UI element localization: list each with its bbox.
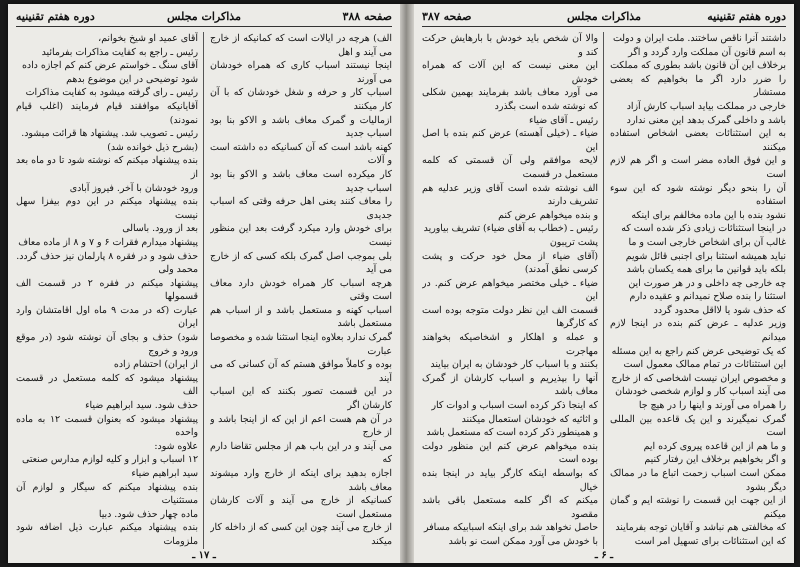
text-line: والا آن شخص باید خودش با بارهایش حرکت کند و: [422, 33, 598, 58]
text-line: را همراه می آورند و اینها را در هیچ جا: [638, 400, 786, 412]
text-line: لایحه موافقم ولی آن قسمتی که کلمه مستعمل در قسمت: [422, 155, 598, 180]
text-line: بنده پیشنهاد میکنم عبارت ذیل اضافه شود ملزومات: [16, 522, 198, 547]
text-line: آقایانیکه موافقند قیام فرمایند (اغلب قیام نمودند): [16, 100, 198, 126]
text-line: ماده چهار حذف شود. دبیا: [98, 508, 198, 520]
text-line: از ایران) احتشام زاده: [113, 359, 198, 371]
text-line: ممکن است اسباب زحمت اتباع ما در ممالک دیگر بشود: [610, 468, 786, 493]
book-spread: [8, 4, 794, 563]
right-column-2: [422, 32, 598, 549]
text-line: ضیاء ـ (خیلی آهسته) عرض کنم بنده با اصل این: [422, 128, 598, 153]
left-page-title: مذاکرات مجلس: [167, 10, 241, 23]
text-line: اینجا نیستند اسباب کاری که همراه خودشان می آورند: [210, 60, 392, 85]
text-line: می آیند اسباب کار و لوازم شخصی خودشان: [615, 386, 786, 398]
text-line: (بشرح ذیل خوانده شد): [107, 141, 198, 153]
text-line: رئیس ـ آقای ضیاء: [529, 114, 598, 126]
text-line: ۱۲ اسباب و ابزار و کلیه لوازم مدارس صنعتی: [22, 454, 198, 466]
text-line: باشد و داخلی گمرک بدهد این معنی ندارد: [626, 114, 786, 126]
text-line: برخلاف این آن قانون باشد بطوری که مملکت: [610, 60, 786, 72]
text-line: خارجی در مملکت بیاید اسباب کارش آزاد: [626, 100, 786, 112]
text-line: غالب آن برای اشخاص خارجی است و ما: [628, 236, 786, 248]
text-line: آنها را بپذیریم و اسباب کارشان از گمرک معاف باشد: [422, 372, 598, 398]
column-divider: [203, 32, 204, 549]
text-line: کار میکرده است معاف باشد و الاکو بنا بود اسباب جدید: [210, 168, 392, 194]
text-line: ازمالیات و گمرک معاف باشد و الاکو بنا بود اسباب جدید: [210, 114, 392, 140]
text-line: ورود خودشان با آخر. فیروز آبادی: [69, 182, 198, 194]
text-line: داشتند آنرا ناقص ساختند. ملت ایران و دولت: [612, 33, 786, 44]
text-line: که این استثنائات برای تسهیل امر است: [634, 535, 786, 547]
text-line: عبارت (که در مدت ۹ ماه اول اقامتشان وارد ایران: [16, 304, 198, 330]
text-line: به این استثنائات بعضی اشخاص استفاده میکنند: [610, 128, 786, 153]
book-spine: [400, 4, 414, 563]
text-line: بعد از ورود. باسالی: [122, 223, 198, 235]
text-line: گمرک نمیگیرند و این یک قاعده بین المللی است: [610, 413, 786, 439]
left-page-footer: ـ ۱۷ ـ: [192, 550, 216, 561]
text-line: برای خودش وارد میکرد گرفت بعد این منظور نیست: [210, 223, 392, 248]
text-line: شود) حذف و بجای آن نوشته شود (در موقع ورود و خروج: [16, 332, 198, 357]
text-line: نشود بنده با این ماده مخالفم برای اینکه: [631, 209, 786, 221]
left-page: [8, 4, 400, 563]
text-line: و بنده میخواهم عرض کنم: [498, 209, 598, 221]
text-line: پیشنهاد میکنم در فقره ۲ در قسمت الف قسمولها: [16, 277, 198, 303]
text-line: کهنه باشد است که آن کسانیکه ده داشته است و آلات: [210, 141, 392, 167]
text-line: الف) هرچه در ایالات است که کمانیکه از خارج می آیند و اهل: [210, 33, 392, 58]
header-rule: [16, 26, 392, 27]
text-line: بنده میخواهم عرض کنم این منظور دولت بوده است: [422, 440, 598, 466]
text-line: پیشنهاد میدارم فقرات ۶ و ۷ و ۸ از ماده معاف: [18, 236, 198, 248]
text-line: الف نوشته شده است آقای وزیر عدلیه هم تشریف دارند: [422, 182, 598, 208]
text-line: اجازه بدهید برای اینکه از خارج وارد میشوند معاف باشد: [210, 468, 392, 493]
text-line: در آن هم هست اعم از این که از اینجا باشد و از خارج: [210, 413, 392, 439]
text-line: رئیس ـ راجع به کفایت مذاکرات بفرمائید: [41, 46, 198, 58]
text-line: میکنم که اگر کلمه مستعمل باقی باشد مقصود: [422, 495, 598, 520]
text-line: آن را بنحو دیگر نوشته شود که این سوء استفاده: [610, 182, 786, 208]
text-line: (آقای ضیاء از محل خود حرکت و پشت کرسی نطق آمدند): [422, 250, 598, 276]
text-line: بنده پیشنهاد میکنم در این دوم بیفزا سهل نیست: [16, 196, 198, 221]
text-line: این استثنائات در تمام ممالک معمول است: [623, 359, 786, 371]
header-rule: [422, 26, 786, 27]
text-line: رئیس ـ رای گرفته میشود به کفایت مذاکرات: [25, 87, 198, 99]
text-line: که مخالفتی هم نباشد و آقایان توجه بفرمایند: [615, 522, 786, 534]
text-line: گمرک ندارد بعلاوه اینجا استثنا شده و مخصوصا عبارت: [210, 332, 392, 357]
text-line: که بواسطه اینکه کارگر بیاید در اینجا بنده خیال: [422, 468, 598, 493]
text-line: و همینطور ذکر کرده است که مستعمل باشد: [426, 427, 598, 439]
text-line: بلکه باید قوانین ما برای همه یکسان باشد: [626, 264, 786, 276]
text-line: حذف شود و در فقره ۸ پارلمان نیز حذف گردد.: [16, 250, 198, 262]
text-line: شود توضیحی در این موضوع بدهم: [66, 73, 198, 85]
text-line: می آیند و در این باب هم از مجلس تقاضا دارم که: [210, 440, 392, 466]
right-page-subtitle: دوره هفتم تقنینیه: [707, 10, 786, 23]
text-line: اسباب کهنه و مستعمل باشد و از اسباب هم مستعمل باشد: [210, 304, 392, 330]
left-column-2: [16, 32, 198, 549]
right-page-title: مذاکرات مجلس: [567, 10, 641, 23]
text-line: در اینجا استثنائات زیادی ذکر شده است که: [621, 223, 786, 235]
right-page: [414, 4, 794, 563]
text-line: بلی بموجب اصل گمرک بلکه کسی که از خارج می آید: [210, 250, 392, 276]
text-line: بنده پیشنهاد میکنم که نوشته شود تا دو ماه بعد از: [16, 155, 198, 180]
text-line: را معاف کنند یعنی اهل حرفه وقتی که اسباب جدیدی: [210, 196, 392, 221]
text-line: رئیس ـ (خطاب به آقای ضیاء) تشریف بیاورید: [423, 223, 598, 235]
left-page-header: [16, 10, 392, 26]
text-line: استثنا را بنده صلاح نمیدانم و عقیده دارم: [629, 291, 786, 303]
right-column-1: [610, 32, 786, 549]
left-page-number: صفحه ۳۸۸: [342, 10, 392, 23]
right-page-header: [422, 10, 786, 26]
text-line: را ضرر دارد اگر ما بخواهیم که بعضی مستشار: [610, 73, 786, 99]
text-line: هرچه اسباب کار همراه خودش دارد معاف است وقتی: [210, 277, 392, 303]
text-line: در این قسمت تصور بکنند که این اسباب کارشان اگر: [210, 386, 392, 412]
text-line: پیشنهاد میشود که کلمه مستعمل در قسمت الف: [16, 372, 198, 398]
text-line: چه خارجی چه داخلی و در هر صورت این: [628, 277, 786, 289]
text-line: و این فوق العاده مضر است و اگر هم لازم است: [610, 155, 786, 180]
text-line: پشت تریبون: [549, 236, 598, 248]
text-line: سید ابراهیم ضیاء: [131, 468, 198, 479]
text-line: و ما هم از این قاعده پیروی کرده ایم: [643, 440, 786, 452]
text-line: حذف شود. سید ابراهیم ضیاء: [85, 400, 198, 412]
text-line: که اینجا ذکر کرده است اسباب و ادوات کار: [431, 400, 598, 412]
text-line: قسمت الف این نظر دولت متوجه بوده است که کارگرها: [422, 304, 598, 330]
text-line: و عمله و اهلکار و اشخاصیکه بخواهند مهاجرت: [422, 332, 598, 357]
text-line: بکنند و با اسباب کار خودشان به ایران بیایند: [430, 359, 598, 371]
text-line: این معنی نیست که این آلات که همراه خودش: [422, 60, 598, 85]
text-line: می آورد معاف باشد بفرمایند بهمین شکلی که نوشته شده است بگذرد: [422, 87, 598, 112]
left-column-1: [210, 32, 392, 549]
text-line: و اگر بخواهیم برخلاف این رفتار کنیم: [644, 454, 786, 466]
left-page-subtitle: دوره هفتم تقنینیه: [16, 10, 95, 23]
text-line: از این جهت این قسمت را نوشته ایم و گمان میکنم: [610, 495, 786, 520]
right-page-footer: ـ ۶ ـ: [594, 550, 614, 561]
text-line: با خودش می آورد ممکن است نو باشد: [448, 535, 598, 547]
text-line: وزیر عدلیه ـ عرض کنم بنده در اینجا لازم میدانم: [610, 318, 786, 344]
text-line: بنده پیشنهاد میکنم که سیگار و لوازم آن مستثنیات: [16, 481, 198, 507]
right-page-number: صفحه ۳۸۷: [422, 10, 472, 23]
text-line: از خارج می آیند چون این کسی که از داخله کار میکند: [210, 522, 392, 547]
text-line: آقای عمید او شیخ بخوانم،: [98, 33, 198, 44]
text-line: محمد ولی: [158, 264, 198, 276]
text-line: و مخصوص ایران نیست اشخاصی که از خارج: [611, 372, 786, 384]
text-line: به اسم قانون آن مملکت وارد گردد و اگر: [628, 46, 786, 58]
text-line: که حذف شود یا لااقل محدود گردد: [653, 304, 786, 316]
text-line: پیشنهاد میشود که بعنوان قسمت ۱۲ به ماده واحده: [16, 413, 198, 439]
text-line: علاوه شود:: [154, 440, 198, 452]
column-divider: [603, 32, 604, 549]
text-line: بوده و کاملاً موافق هستم که آن کسانی که می آیند: [210, 359, 392, 384]
text-line: رئیس ـ تصویب شد. پیشنهاد ها قرائت میشود.: [21, 128, 198, 140]
text-line: آقای سنگ ـ خواستم عرض کنم کم اجازه داده: [21, 60, 198, 72]
text-line: اسباب کار و حرفه و شغل خودشان که با آن کار میکنند: [210, 87, 392, 112]
text-line: حاصل نخواهد شد برای اینکه اسبابیکه مسافر: [424, 522, 598, 534]
text-line: و اثاثیه که خودشان استعمال میکنند: [461, 413, 598, 425]
text-line: کسانیکه از خارج می آیند و آلات کارشان مستعمل است: [210, 495, 392, 520]
text-line: که یک توضیحی عرض کنم راجع به این مسئله: [611, 345, 786, 357]
text-line: نباید همیشه استثنا برای اجنبی قائل شویم: [625, 250, 786, 262]
text-line: ضیاء ـ خیلی مختصر میخواهم عرض کنم. در این: [422, 277, 598, 303]
